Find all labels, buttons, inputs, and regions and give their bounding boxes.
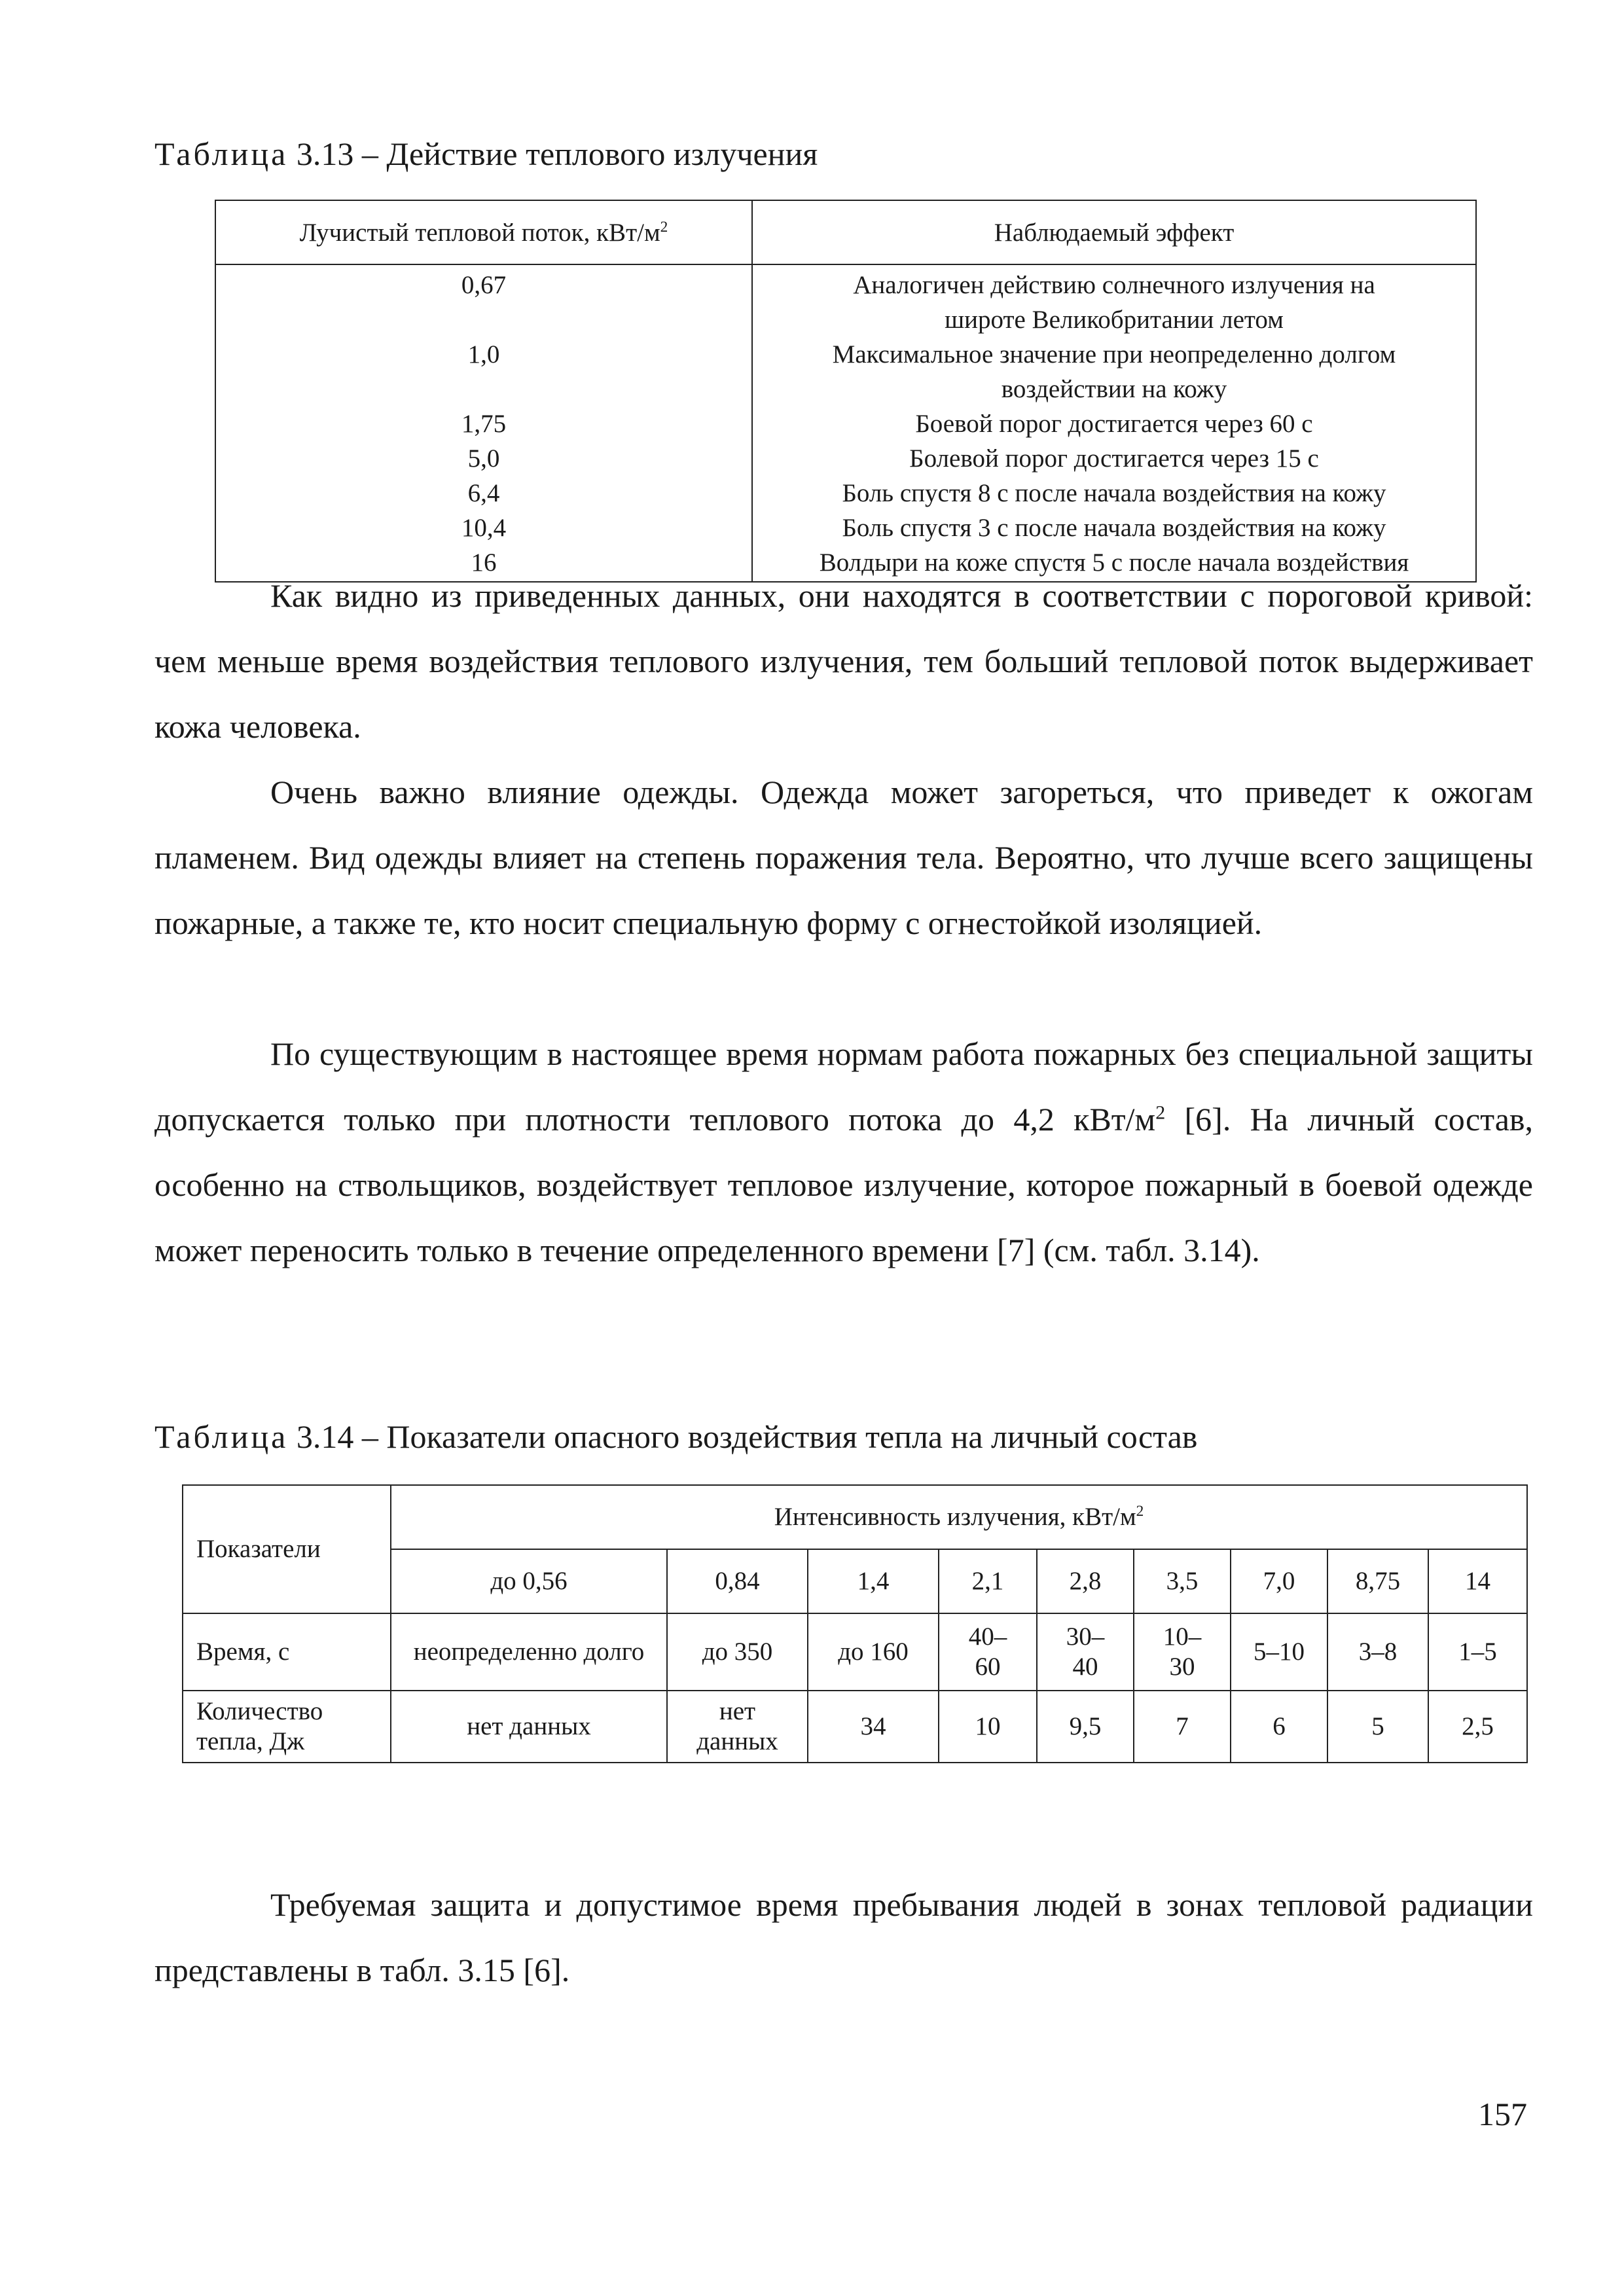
time-cell: 3–8 xyxy=(1327,1613,1428,1691)
heat-cell: нет данных xyxy=(391,1691,667,1763)
time-cell: до 350 xyxy=(667,1613,808,1691)
time-cell: до 160 xyxy=(808,1613,939,1691)
intensity-cell: 2,8 xyxy=(1037,1549,1134,1613)
table-3-14 xyxy=(182,1484,1528,1763)
table-header-row xyxy=(215,200,1476,264)
intensity-cell: 1,4 xyxy=(808,1549,939,1613)
intensity-cell: 7,0 xyxy=(1231,1549,1327,1613)
table-body-row xyxy=(215,264,1476,582)
time-cell: 1–5 xyxy=(1428,1613,1527,1691)
header-cell-intensity: Интенсивность излучения, кВт/$м^2$ xyxy=(391,1485,1527,1549)
header-cell-flux: Лучистый тепловой поток, кВт/$м^2$ xyxy=(215,200,752,264)
intensity-cell: 14 xyxy=(1428,1549,1527,1613)
heat-cell: 2,5 xyxy=(1428,1691,1527,1763)
effect-text: Аналогичен действию солнечного излучения на xyxy=(853,271,1375,299)
header-cell-indicators: Показатели xyxy=(183,1485,391,1613)
table-header-row xyxy=(183,1485,1527,1549)
flux-value: 1,75 xyxy=(461,410,507,438)
row-label-time: Время, с xyxy=(183,1613,391,1691)
page-number: 157 xyxy=(1478,2096,1527,2132)
caption-label: Таблица xyxy=(154,1418,289,1455)
effect-text: Максимальное значение при неопределенно долгом xyxy=(832,340,1396,368)
flux-value: 0,67 xyxy=(461,271,507,299)
row-label-heat: Количество тепла, Дж xyxy=(183,1691,391,1763)
time-cell: 10–30 xyxy=(1134,1613,1231,1691)
header-cell-effect: Наблюдаемый эффект xyxy=(752,200,1476,264)
effect-text: воздействии на кожу xyxy=(1001,375,1227,403)
caption-label: Таблица xyxy=(154,135,289,172)
intensity-cell: 3,5 xyxy=(1134,1549,1231,1613)
heat-cell: нет данных xyxy=(667,1691,808,1763)
time-cell: неопределенно долго xyxy=(391,1613,667,1691)
effect-text: Боль спустя 8 с после начала воздействия на кожу xyxy=(842,479,1386,507)
time-cell: 30–40 xyxy=(1037,1613,1134,1691)
table-3-13-caption xyxy=(154,134,818,173)
time-cell: 5–10 xyxy=(1231,1613,1327,1691)
flux-value: 6,4 xyxy=(467,479,500,507)
time-row xyxy=(183,1613,1527,1691)
effect-text: Боль спустя 3 с после начала воздействия на кожу xyxy=(842,514,1386,542)
effect-text: широте Великобритании летом xyxy=(945,306,1284,334)
table-3-13 xyxy=(215,200,1477,583)
paragraph-4: Требуемая защита и допустимое время пребывания людей в зонах тепловой радиации представлены в табл. 3.15 [6]. xyxy=(154,1886,1533,1988)
caption-text: 3.13 – Действие теплового излучения xyxy=(296,135,818,172)
intensity-cell: 0,84 xyxy=(667,1549,808,1613)
flux-value: 16 xyxy=(471,548,497,577)
heat-cell: 9,5 xyxy=(1037,1691,1134,1763)
flux-value: 1,0 xyxy=(467,340,500,368)
paragraph-3: По существующим в настоящее время нормам работа пожарных без специальной защиты допускается только при плотности теплового потока до 4,2 кВт/$м^2$ [6]. На личный состав, особенно на ствольщиков, воздействует тепловое излучение, которое пожарный в боевой одежде может переносить только в течение определенного времени [7] (см. табл. 3.14). xyxy=(154,1035,1533,1268)
heat-cell: 34 xyxy=(808,1691,939,1763)
effect-text: Волдыри на коже спустя 5 с после начала воздействия xyxy=(819,548,1409,577)
flux-values-cell xyxy=(215,264,752,582)
flux-value: 5,0 xyxy=(467,444,500,473)
caption-text: 3.14 – Показатели опасного воздействия тепла на личный состав xyxy=(296,1418,1198,1455)
paragraph-1: Как видно из приведенных данных, они находятся в соответствии с пороговой кривой: чем меньше время воздействия теплового излучения, тем больший тепловой поток выдерживает кожа человека. xyxy=(154,577,1533,745)
heat-cell: 6 xyxy=(1231,1691,1327,1763)
table-3-14-caption xyxy=(154,1417,1197,1456)
heat-cell: 5 xyxy=(1327,1691,1428,1763)
intensity-cell: 8,75 xyxy=(1327,1549,1428,1613)
flux-value: 10,4 xyxy=(461,514,507,542)
heat-cell: 10 xyxy=(939,1691,1037,1763)
effect-text: Болевой порог достигается через 15 с xyxy=(909,444,1319,473)
effect-text: Боевой порог достигается через 60 с xyxy=(915,410,1313,438)
effects-cell xyxy=(752,264,1476,582)
time-cell: 40–60 xyxy=(939,1613,1037,1691)
heat-row xyxy=(183,1691,1527,1763)
paragraph-2: Очень важно влияние одежды. Одежда может загореться, что приведет к ожогам пламенем. Вид одежды влияет на степень поражения тела. Вероятно, что лучше всего защищены пожарные, а также те, кто носит специальную форму с огнестойкой изоляцией. xyxy=(154,774,1533,941)
intensity-cell: 2,1 xyxy=(939,1549,1037,1613)
heat-cell: 7 xyxy=(1134,1691,1231,1763)
intensity-cell: до 0,56 xyxy=(391,1549,667,1613)
